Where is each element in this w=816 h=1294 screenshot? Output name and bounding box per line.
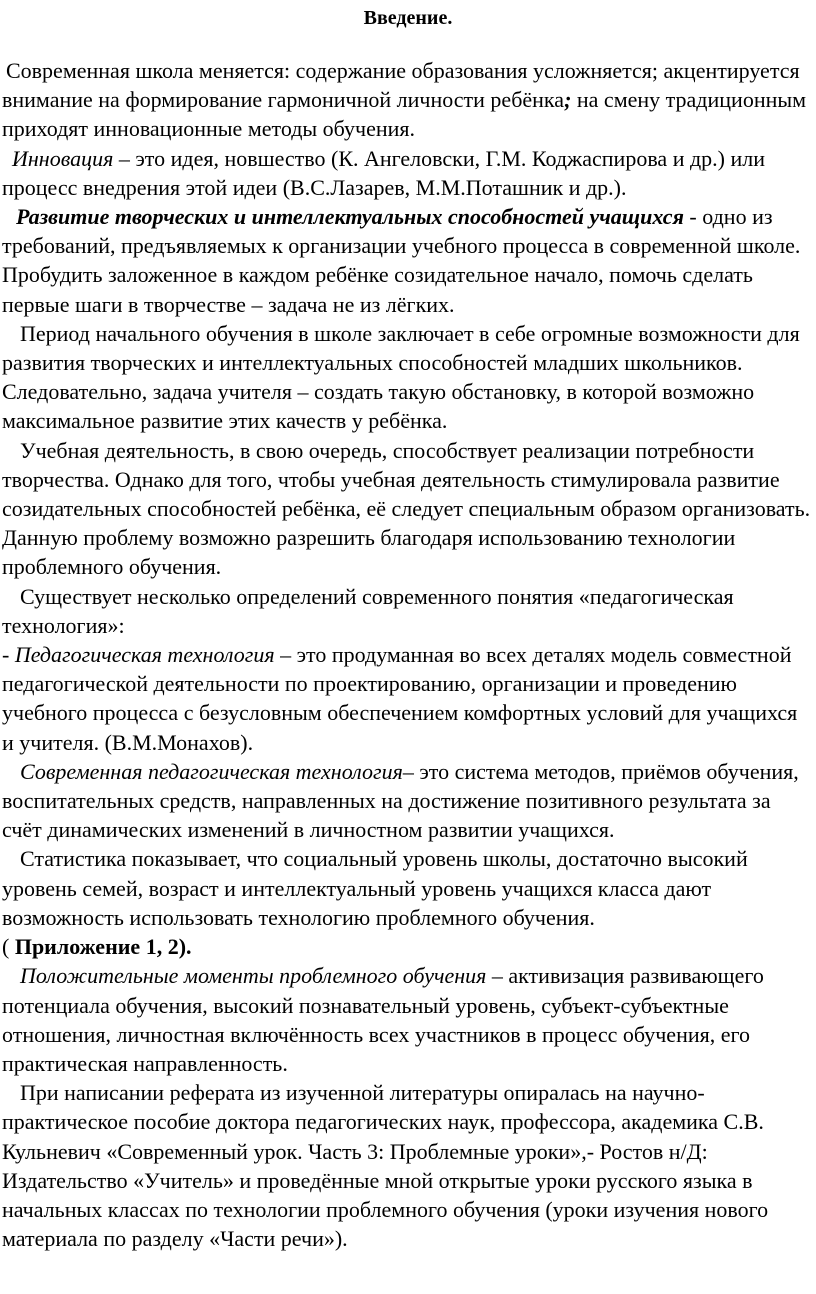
document-body [2, 56, 814, 1253]
definition-dash: - [2, 642, 15, 668]
paragraph-intro-end: на смену традиционным приходят инновационные методы обучения. [2, 87, 807, 142]
innovation-term: Инновация [12, 145, 114, 171]
paragraph-sources: При написании реферата из изученной литературы опиралась на научно-практическое пособие доктора педагогических наук, профессора, академика С.В. Кульневич «Современный урок. Часть 3: Проблемные уроки»,- Ростов н/Д: Издательство «Учитель» и проведённые мной открытые уроки русского языка в начальных классах по технологии проблемного обучения (уроки изучения нового материала по разделу «Части речи»). [2, 1080, 769, 1252]
paragraph-innovation [2, 144, 814, 202]
paragraph-definitions-intro: Существует несколько определений современного понятия «педагогическая технология»: [2, 583, 734, 638]
paragraph-primary-period: Период начального обучения в школе заключает в себе огромные возможности для развития творческих и интеллектуальных способностей младших школьников. Следовательно, задача учителя – создать такую обстановку, в которой возможно максимальное развитие этих качеств у ребёнка. [2, 320, 800, 434]
paragraph-intro-semicolon: ; [564, 87, 572, 113]
statistics-text: Статистика показывает, что социальный уровень школы, достаточно высокий уровень семей, возраст и интеллектуальный уровень учащихся класса дают возможность использовать технологию проблемного обучения. [2, 846, 748, 930]
paragraph-pedagogical-technology [2, 640, 814, 757]
appendix-ref-open: ( [2, 934, 15, 960]
appendix-reference: Приложение 1, 2). [14, 934, 192, 960]
positive-aspects-term: Положительные моменты проблемного обучения [20, 963, 487, 989]
paragraph-statistics [2, 844, 814, 961]
innovation-definition: – это идея, новшество (К. Ангеловски, Г.М. Коджаспирова и др.) или процесс внедрения этой идеи (В.С.Лазарев, М.М.Поташник и др.). [2, 145, 766, 200]
modern-technology-definition: – это система методов, приёмов обучения, воспитательных средств, направленных на достижение позитивного результата за счёт динамических изменений в личностном развитии учащихся. [2, 758, 799, 843]
development-term: Развитие творческих и интеллектуальных способностей учащихся [16, 204, 684, 230]
paragraph-positive-aspects [2, 961, 814, 1078]
development-text: - одно из требований, предъявляемых к организации учебного процесса в современной школе. Пробудить заложенное в каждом ребёнке созидательное начало, помочь сделать первые шаги в творчестве – задача не из лёгких. [2, 204, 801, 317]
page-title: Введение. [363, 7, 453, 29]
paragraph-intro [2, 56, 814, 144]
positive-aspects-text: – активизация развивающего потенциала обучения, высокий познавательный уровень, субъект-субъектные отношения, личностная включённость всех участников в процесс обучения, его практическая направленность. [2, 963, 764, 1076]
pedagogical-technology-term: Педагогическая технология [14, 642, 275, 668]
paragraph-development [2, 202, 814, 319]
paragraph-intro-text: Современная школа меняется: содержание образования усложняется; акцентируется внимание на формирование гармоничной личности ребёнка [2, 58, 800, 113]
modern-technology-term: Современная педагогическая технология [20, 758, 403, 784]
pedagogical-technology-definition: – это продуманная во всех деталях модель совместной педагогической деятельности по проектированию, организации и проведению учебного процесса с безусловным обеспечением комфортных условий для учащихся и учителя. (В.М.Монахов). [2, 642, 798, 755]
paragraph-modern-technology [2, 757, 814, 845]
paragraph-learning-activity: Учебная деятельность, в свою очередь, способствует реализации потребности творчества. Однако для того, чтобы учебная деятельность стимулировала развитие созидательных способностей ребёнка, её следует специальным образом организовать. Данную проблему возможно разрешить благодаря использованию технологии проблемного обучения. [2, 437, 811, 580]
